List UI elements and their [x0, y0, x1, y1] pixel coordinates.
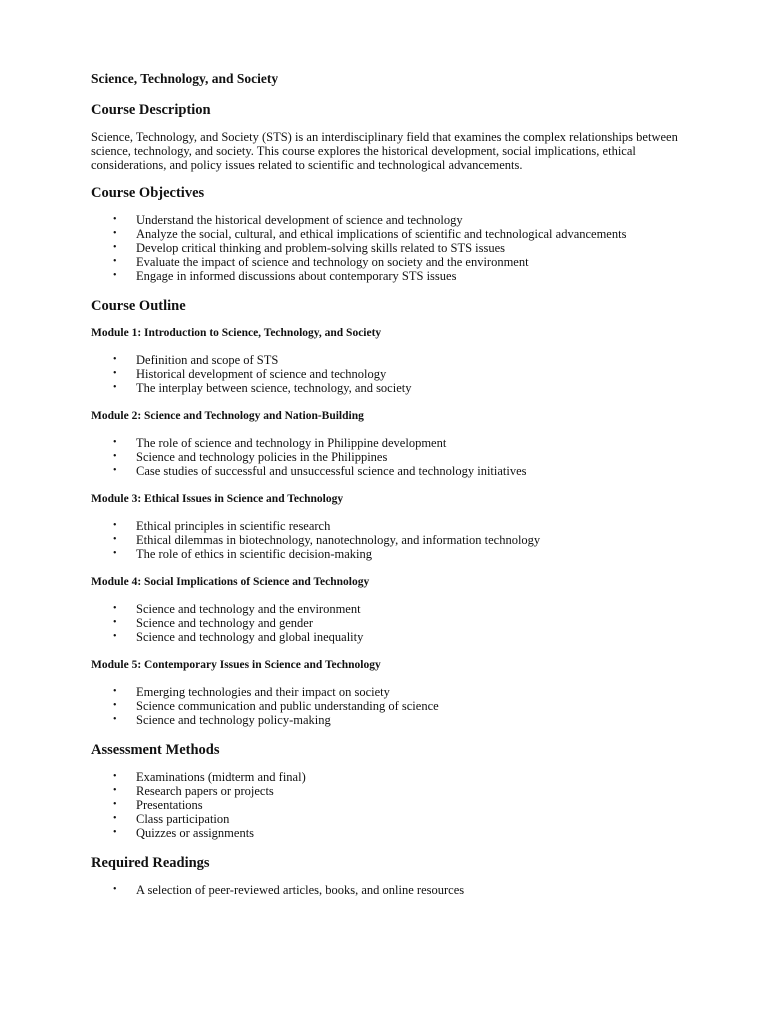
list-item-text: Examinations (midterm and final)	[136, 770, 306, 784]
list-item-text: Historical development of science and technology	[136, 367, 387, 381]
list-item-text: Class participation	[136, 812, 230, 826]
bullet-icon: •	[113, 437, 117, 448]
list-item	[91, 381, 691, 395]
bullet-icon: •	[113, 617, 117, 628]
list-item-text: Science and technology and global inequality	[136, 630, 364, 644]
bullet-icon: •	[113, 270, 117, 281]
module-5-title: Module 5: Contemporary Issues in Science and Technology	[91, 659, 381, 671]
bullet-icon: •	[113, 603, 117, 614]
list-item-text: Ethical dilemmas in biotechnology, nanotechnology, and information technology	[136, 533, 541, 547]
list-item	[91, 519, 691, 533]
bullet-icon: •	[113, 771, 117, 782]
course-objectives-heading: Course Objectives	[91, 185, 205, 201]
list-item-text: Definition and scope of STS	[136, 353, 279, 367]
list-item-text: Science and technology and gender	[136, 616, 314, 630]
readings-list	[91, 883, 691, 897]
bullet-icon: •	[113, 714, 117, 725]
list-item	[91, 798, 691, 812]
bullet-icon: •	[113, 465, 117, 476]
module-5-list	[91, 685, 691, 727]
list-item	[91, 450, 691, 464]
bullet-icon: •	[113, 368, 117, 379]
list-item-text: The role of science and technology in Philippine development	[136, 436, 447, 450]
list-item-text: Ethical principles in scientific research	[136, 519, 331, 533]
bullet-icon: •	[113, 214, 117, 225]
module-4-title: Module 4: Social Implications of Science and Technology	[91, 576, 370, 588]
bullet-icon: •	[113, 686, 117, 697]
list-item-text: Emerging technologies and their impact on society	[136, 685, 390, 699]
list-item-text: The interplay between science, technology, and society	[136, 381, 412, 395]
list-item	[91, 255, 691, 269]
bullet-icon: •	[113, 884, 117, 895]
list-item	[91, 241, 691, 255]
course-description-heading: Course Description	[91, 102, 211, 118]
module-2-list	[91, 436, 691, 478]
bullet-icon: •	[113, 534, 117, 545]
list-item	[91, 353, 691, 367]
list-item-text: Analyze the social, cultural, and ethical implications of scientific and technological advancements	[136, 227, 627, 241]
list-item	[91, 713, 691, 727]
list-item	[91, 533, 691, 547]
list-item	[91, 602, 691, 616]
assessment-methods-heading: Assessment Methods	[91, 742, 220, 758]
list-item	[91, 436, 691, 450]
course-outline-heading: Course Outline	[91, 298, 186, 314]
bullet-icon: •	[113, 813, 117, 824]
list-item	[91, 685, 691, 699]
list-item-text: Understand the historical development of science and technology	[136, 213, 463, 227]
list-item	[91, 699, 691, 713]
course-description-text: Science, Technology, and Society (STS) is an interdisciplinary field that examines the complex relationships between science, technology, and society. This course explores the historical development, social implications, ethical considerations, and policy issues related to scientific and technological advancements.	[91, 130, 678, 172]
bullet-icon: •	[113, 451, 117, 462]
list-item-text: A selection of peer-reviewed articles, books, and online resources	[136, 883, 465, 897]
list-item-text: Science communication and public understanding of science	[136, 699, 439, 713]
module-1-title: Module 1: Introduction to Science, Technology, and Society	[91, 327, 382, 339]
objectives-list	[91, 213, 691, 283]
list-item	[91, 227, 691, 241]
bullet-icon: •	[113, 785, 117, 796]
list-item-text: Science and technology and the environment	[136, 602, 361, 616]
list-item	[91, 464, 691, 478]
module-3-list	[91, 519, 691, 561]
list-item	[91, 784, 691, 798]
assessment-list	[91, 770, 691, 840]
list-item	[91, 770, 691, 784]
bullet-icon: •	[113, 799, 117, 810]
list-item	[91, 547, 691, 561]
list-item	[91, 213, 691, 227]
list-item	[91, 630, 691, 644]
bullet-icon: •	[113, 548, 117, 559]
list-item	[91, 616, 691, 630]
list-item-text: Case studies of successful and unsuccessful science and technology initiatives	[136, 464, 527, 478]
bullet-icon: •	[113, 827, 117, 838]
list-item-text: Science and technology policies in the Philippines	[136, 450, 388, 464]
list-item-text: The role of ethics in scientific decision-making	[136, 547, 373, 561]
module-2-title: Module 2: Science and Technology and Nation-Building	[91, 410, 364, 422]
required-readings-heading: Required Readings	[91, 855, 210, 871]
document-content	[91, 70, 691, 911]
document-title: Science, Technology, and Society	[91, 71, 279, 86]
module-3-title: Module 3: Ethical Issues in Science and Technology	[91, 493, 344, 505]
bullet-icon: •	[113, 242, 117, 253]
list-item-text: Develop critical thinking and problem-solving skills related to STS issues	[136, 241, 506, 255]
list-item	[91, 812, 691, 826]
list-item-text: Evaluate the impact of science and technology on society and the environment	[136, 255, 529, 269]
list-item-text: Science and technology policy-making	[136, 713, 331, 727]
list-item-text: Quizzes or assignments	[136, 826, 255, 840]
module-4-list	[91, 602, 691, 644]
module-1-list	[91, 353, 691, 395]
list-item	[91, 367, 691, 381]
bullet-icon: •	[113, 631, 117, 642]
list-item-text: Research papers or projects	[136, 784, 274, 798]
list-item	[91, 269, 691, 283]
bullet-icon: •	[113, 700, 117, 711]
list-item-text: Presentations	[136, 798, 203, 812]
bullet-icon: •	[113, 354, 117, 365]
bullet-icon: •	[113, 382, 117, 393]
bullet-icon: •	[113, 256, 117, 267]
bullet-icon: •	[113, 228, 117, 239]
list-item	[91, 826, 691, 840]
list-item-text: Engage in informed discussions about contemporary STS issues	[136, 269, 457, 283]
list-item	[91, 883, 691, 897]
bullet-icon: •	[113, 520, 117, 531]
